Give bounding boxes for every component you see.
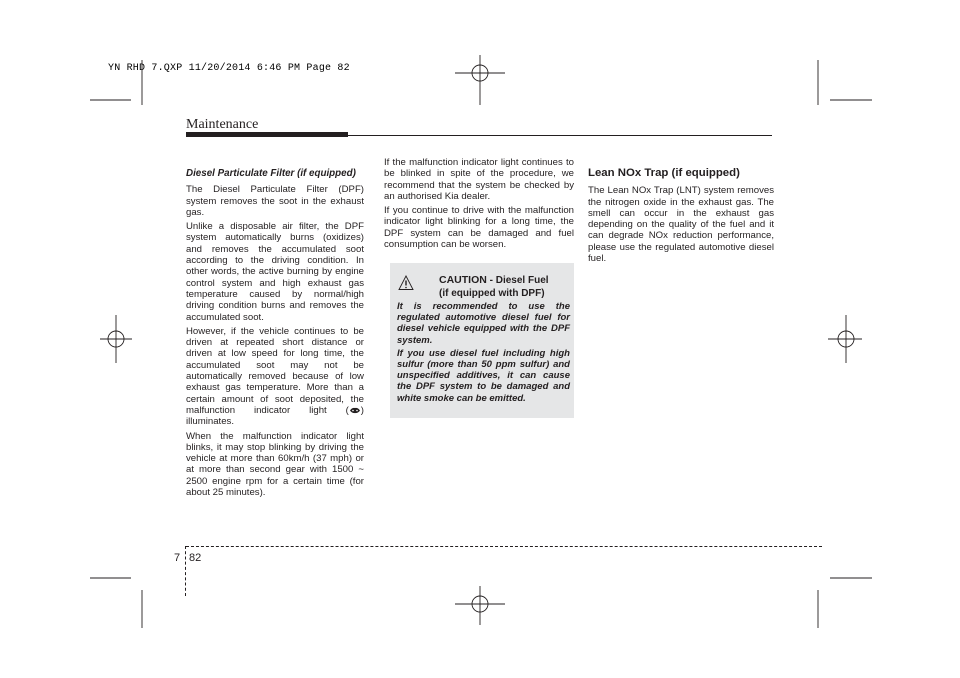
- dpf-paragraph-3: However, if the vehicle continues to be driven at repeated short distance or driven at low speed for long time, the accumulated soot may not be automatically removed because of low exhaust gas temperature. More than a certain amount of soot deposited, the malfunction indicator light ( ) illuminates.: [186, 325, 364, 428]
- caution-subtitle: (if equipped with DPF): [439, 288, 545, 299]
- footer-divider: [185, 546, 186, 596]
- page-number: 82: [189, 552, 202, 564]
- caution-paragraph-2: If you use diesel fuel including high sulfur (more than 50 ppm sulfur) and unspecified additives, it can cause the DPF system to be damaged and white smoke can be emitted.: [397, 347, 570, 404]
- header-rule-thin: [348, 135, 772, 136]
- dpf-indicator-icon: [349, 406, 361, 413]
- print-slug: YN RHD 7.QXP 11/20/2014 6:46 PM Page 82: [108, 63, 350, 74]
- caution-title: CAUTION - Diesel Fuel (if equipped with DPF): [439, 274, 549, 299]
- caution-label: CAUTION: [439, 274, 487, 286]
- lnt-paragraph: The Lean NOx Trap (LNT) system removes the nitrogen oxide in the exhaust gas. The smell can occur in the exhaust gas depending on the quality of the fuel and it can degrade NOx reduction performance, please use the regulated automotive diesel fuel.: [588, 185, 774, 265]
- lnt-heading: Lean NOx Trap (if equipped): [588, 167, 740, 179]
- chapter-number: 7: [174, 552, 181, 564]
- header-rule-thick: [186, 132, 348, 137]
- dpf-paragraph-6: If you continue to drive with the malfunction indicator light blinking for a long time, the DPF system can be damaged and fuel consumption can be worsen.: [384, 205, 574, 251]
- dpf-paragraph-5: If the malfunction indicator light continues to be blinked in spite of the procedure, we recommend that the system be checked by an authorised Kia dealer.: [384, 157, 574, 202]
- registration-mark-bottom: [455, 586, 505, 625]
- caution-box: [390, 263, 574, 418]
- dpf-subheading: Diesel Particulate Filter (if equipped): [186, 168, 356, 179]
- registration-mark-top: [455, 55, 505, 105]
- dpf-paragraph-4: When the malfunction indicator light blinks, it may stop blinking by driving the vehicle at more than 60km/h (37 mph) or at more than second gear with 1500 ~ 2500 engine rpm for a certain time (for about 25 minutes).: [186, 430, 364, 499]
- column-dpf-continued: [384, 157, 574, 253]
- warning-triangle-icon: [398, 275, 414, 291]
- section-title: Maintenance: [186, 117, 259, 132]
- dpf-paragraph-1: The Diesel Particulate Filter (DPF) system removes the soot in the exhaust gas.: [186, 184, 364, 218]
- dpf-paragraph-2: Unlike a disposable air filter, the DPF system automatically burns (oxidizes) and removes the accumulated soot according to the driving condition. In other words, the active burning by engine control system and high exhaust gas temperature caused by normal/high driving condition burns and removes the accumulated soot.: [186, 221, 364, 323]
- caution-body: [397, 301, 570, 406]
- column-dpf: [186, 168, 364, 501]
- caution-paragraph-1: It is recommended to use the regulated automotive diesel fuel for diesel vehicle equipped with the DPF system.: [397, 301, 570, 346]
- column-lnt: [588, 168, 774, 267]
- footer-rule: [186, 546, 822, 547]
- registration-mark-left: [100, 315, 132, 363]
- registration-mark-right: [828, 315, 862, 363]
